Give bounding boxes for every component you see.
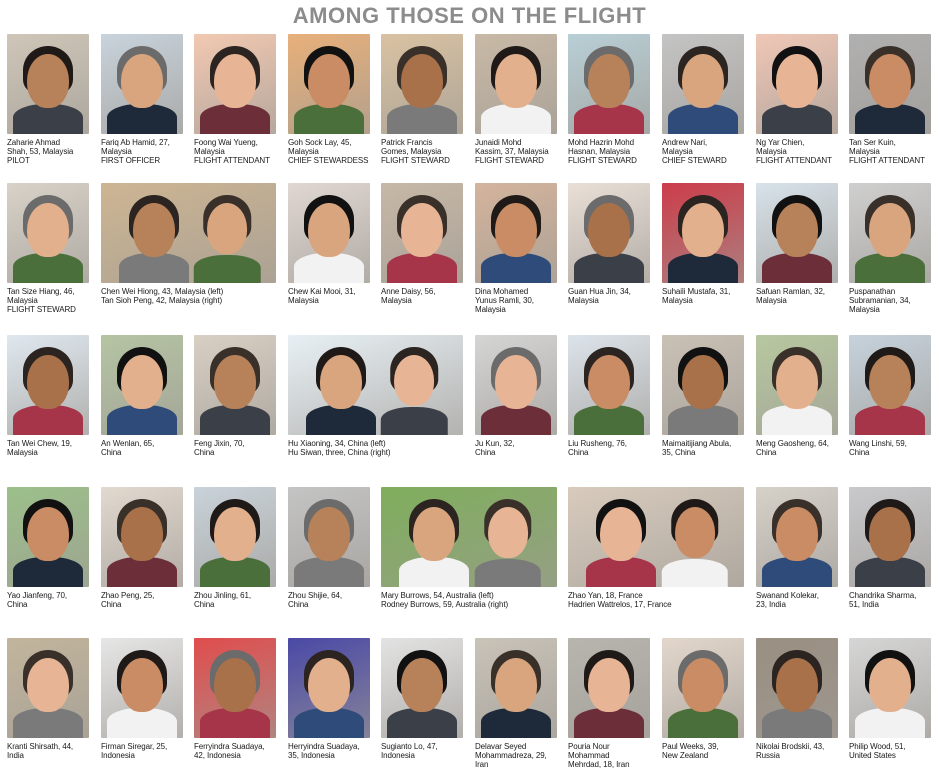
passenger-card	[194, 487, 276, 609]
shoulders-shape	[474, 559, 541, 588]
passenger-photo	[849, 335, 931, 435]
passenger-caption: Anne Daisy, 56, Malaysia	[381, 287, 436, 305]
shoulders-shape	[13, 708, 83, 738]
passenger-photo	[568, 335, 650, 435]
passenger-photo	[568, 487, 744, 587]
passenger-photo	[101, 183, 276, 283]
shoulders-shape	[306, 405, 376, 435]
passenger-photo	[7, 34, 89, 134]
passenger-card	[288, 34, 370, 165]
face-shape	[27, 355, 69, 409]
face-shape	[27, 54, 69, 108]
shoulders-shape	[855, 708, 925, 738]
passenger-caption: Kranti Shirsath, 44, India	[7, 742, 74, 760]
shoulders-shape	[107, 708, 177, 738]
passenger-photo	[756, 335, 838, 435]
passenger-caption: Liu Rusheng, 76, China	[568, 439, 627, 457]
face-shape	[320, 355, 362, 409]
passenger-photo	[381, 183, 463, 283]
shoulders-shape	[481, 708, 551, 738]
face-shape	[682, 54, 724, 108]
passenger-card	[662, 34, 744, 165]
shoulders-shape	[13, 405, 83, 435]
shoulders-shape	[194, 255, 261, 284]
passenger-caption: Patrick Francis Gomes, Malaysia FLIGHT STEWARD	[381, 138, 450, 165]
face-shape	[682, 355, 724, 409]
passenger-caption: Mary Burrows, 54, Australia (left) Rodney Burrows, 59, Australia (right)	[381, 591, 509, 609]
passenger-photo	[7, 335, 89, 435]
face-shape	[776, 203, 818, 257]
shoulders-shape	[481, 253, 551, 283]
passenger-photo	[849, 34, 931, 134]
passenger-caption: Junaidi Mohd Kassim, 37, Malaysia FLIGHT STEWARD	[475, 138, 549, 165]
shoulders-shape	[200, 104, 270, 134]
shoulders-shape	[387, 708, 457, 738]
passenger-caption: Ju Kun, 32, China	[475, 439, 515, 457]
face-shape	[401, 203, 443, 257]
face-shape	[401, 54, 443, 108]
passenger-card	[568, 183, 650, 305]
passenger-photo	[381, 34, 463, 134]
face-shape	[776, 54, 818, 108]
passenger-card	[194, 34, 276, 165]
passenger-card	[381, 638, 463, 760]
shoulders-shape	[294, 708, 364, 738]
passenger-photo	[288, 183, 370, 283]
passenger-photo	[381, 487, 557, 587]
passenger-caption: Meng Gaosheng, 64, China	[756, 439, 829, 457]
shoulders-shape	[13, 557, 83, 587]
passenger-photo	[662, 34, 744, 134]
passenger-photo	[101, 34, 183, 134]
shoulders-shape	[574, 405, 644, 435]
passenger-photo	[568, 183, 650, 283]
passenger-photo	[756, 34, 838, 134]
passenger-photo	[288, 335, 463, 435]
passenger-caption: Nikolai Brodskii, 43, Russia	[756, 742, 825, 760]
passenger-card	[475, 335, 557, 457]
shoulders-shape	[387, 253, 457, 283]
passenger-photo	[662, 638, 744, 738]
passenger-caption: Guan Hua Jin, 34, Malaysia	[568, 287, 631, 305]
passenger-caption: Chandrika Sharma, 51, India	[849, 591, 917, 609]
face-shape	[121, 54, 163, 108]
passenger-caption: Wang Linshi, 59, China	[849, 439, 907, 457]
face-shape	[682, 203, 724, 257]
face-shape	[401, 658, 443, 712]
shoulders-shape	[294, 557, 364, 587]
face-shape	[308, 203, 350, 257]
passenger-card	[849, 183, 931, 314]
passenger-card	[7, 183, 89, 314]
shoulders-shape	[586, 557, 656, 587]
passenger-photo	[849, 638, 931, 738]
passenger-card	[194, 335, 276, 457]
face-shape	[121, 658, 163, 712]
shoulders-shape	[855, 253, 925, 283]
passenger-photo	[849, 487, 931, 587]
passenger-card	[568, 487, 744, 609]
shoulders-shape	[574, 708, 644, 738]
passenger-card	[568, 34, 650, 165]
passenger-caption: Philip Wood, 51, United States	[849, 742, 906, 760]
passenger-caption: Feng Jixin, 70, China	[194, 439, 245, 457]
shoulders-shape	[762, 253, 832, 283]
passenger-photo	[101, 638, 183, 738]
passenger-photo	[756, 487, 838, 587]
passenger-card	[194, 638, 276, 760]
passenger-caption: Safuan Ramlan, 32, Malaysia	[756, 287, 825, 305]
shoulders-shape	[13, 253, 83, 283]
passenger-caption: Zhao Peng, 25, China	[101, 591, 155, 609]
shoulders-shape	[668, 104, 738, 134]
passenger-card	[756, 638, 838, 760]
passenger-photo	[288, 34, 370, 134]
passenger-caption: Yao Jianfeng, 70, China	[7, 591, 67, 609]
passenger-card	[756, 487, 838, 609]
face-shape	[495, 54, 537, 108]
shoulders-shape	[574, 104, 644, 134]
passenger-card	[381, 487, 557, 609]
passenger-photo	[7, 487, 89, 587]
face-shape	[588, 203, 630, 257]
passenger-caption: Foong Wai Yueng, Malaysia FLIGHT ATTENDANT	[194, 138, 270, 165]
passenger-photo	[101, 487, 183, 587]
face-shape	[776, 507, 818, 561]
passenger-caption: Zhou Jinling, 61, China	[194, 591, 252, 609]
passenger-caption: Chew Kai Mooi, 31, Malaysia	[288, 287, 356, 305]
shoulders-shape	[107, 405, 177, 435]
passenger-photo	[7, 183, 89, 283]
passenger-caption: Maimaitijiang Abula, 35, China	[662, 439, 732, 457]
passenger-caption: Ferryindra Suadaya, 42, Indonesia	[194, 742, 265, 760]
face-shape	[600, 507, 642, 561]
face-shape	[214, 54, 256, 108]
passenger-caption: Paul Weeks, 39, New Zealand	[662, 742, 719, 760]
shoulders-shape	[107, 557, 177, 587]
shoulders-shape	[481, 104, 551, 134]
shoulders-shape	[387, 104, 457, 134]
shoulders-shape	[574, 253, 644, 283]
passenger-caption: Goh Sock Lay, 45, Malaysia CHIEF STEWARDESS	[288, 138, 369, 165]
face-shape	[588, 54, 630, 108]
passenger-photo	[568, 34, 650, 134]
passenger-photo	[475, 183, 557, 283]
passenger-card	[7, 638, 89, 760]
passenger-card	[756, 183, 838, 305]
passenger-card	[849, 335, 931, 457]
passenger-caption: Zhao Yan, 18, France Hadrien Wattrelos, 17, France	[568, 591, 672, 609]
passenger-caption: Fariq Ab Hamid, 27, Malaysia FIRST OFFICER	[101, 138, 170, 165]
face-shape	[394, 355, 434, 406]
shoulders-shape	[668, 253, 738, 283]
face-shape	[133, 203, 175, 257]
face-shape	[207, 203, 247, 254]
passenger-photo	[475, 335, 557, 435]
passenger-card	[288, 183, 370, 305]
shoulders-shape	[200, 708, 270, 738]
passenger-photo	[194, 34, 276, 134]
passenger-caption: Tan Wei Chew, 19, Malaysia	[7, 439, 72, 457]
passenger-card	[475, 34, 557, 165]
face-shape	[27, 203, 69, 257]
passenger-photo	[756, 638, 838, 738]
passenger-card	[662, 638, 744, 760]
passenger-card	[101, 34, 183, 165]
passenger-caption: Chen Wei Hiong, 43, Malaysia (left) Tan Sioh Peng, 42, Malaysia (right)	[101, 287, 224, 305]
passenger-card	[381, 34, 463, 165]
shoulders-shape	[668, 708, 738, 738]
passenger-caption: Zhou Shijie, 64, China	[288, 591, 342, 609]
shoulders-shape	[119, 253, 189, 283]
shoulders-shape	[399, 557, 469, 587]
passenger-photo	[288, 487, 370, 587]
passenger-caption: Zaharie Ahmad Shah, 53, Malaysia PILOT	[7, 138, 74, 165]
face-shape	[495, 355, 537, 409]
passenger-card	[101, 335, 183, 457]
shoulders-shape	[381, 407, 448, 436]
face-shape	[682, 658, 724, 712]
face-shape	[413, 507, 455, 561]
passenger-photo	[194, 335, 276, 435]
passenger-card	[101, 487, 183, 609]
shoulders-shape	[855, 104, 925, 134]
face-shape	[675, 507, 715, 558]
face-shape	[495, 203, 537, 257]
passenger-caption: Puspanathan Subramanian, 34, Malaysia	[849, 287, 911, 314]
passenger-caption: Firman Siregar, 25, Indonesia	[101, 742, 168, 760]
passenger-card	[475, 638, 557, 769]
shoulders-shape	[661, 559, 728, 588]
shoulders-shape	[762, 708, 832, 738]
shoulders-shape	[481, 405, 551, 435]
passenger-caption: Hu Xiaoning, 34, China (left) Hu Siwan, three, China (right)	[288, 439, 391, 457]
face-shape	[214, 658, 256, 712]
face-shape	[121, 507, 163, 561]
face-shape	[214, 507, 256, 561]
passenger-caption: Herryindra Suadaya, 35, Indonesia	[288, 742, 360, 760]
passenger-card	[7, 487, 89, 609]
shoulders-shape	[200, 557, 270, 587]
passenger-photo	[381, 638, 463, 738]
passenger-photo	[194, 638, 276, 738]
passenger-card	[7, 335, 89, 457]
passenger-caption: Swanand Kolekar, 23, India	[756, 591, 819, 609]
passenger-photo	[849, 183, 931, 283]
passenger-caption: An Wenlan, 65, China	[101, 439, 155, 457]
passenger-photo	[756, 183, 838, 283]
passenger-card	[288, 638, 370, 760]
passenger-card	[7, 34, 89, 165]
face-shape	[488, 507, 528, 558]
passenger-photo	[568, 638, 650, 738]
shoulders-shape	[762, 405, 832, 435]
passenger-caption: Mohd Hazrin Mohd Hasnan, Malaysia FLIGHT STEWARD	[568, 138, 637, 165]
face-shape	[869, 507, 911, 561]
passenger-card	[756, 335, 838, 457]
shoulders-shape	[107, 104, 177, 134]
face-shape	[121, 355, 163, 409]
passenger-card	[849, 34, 931, 165]
passenger-card	[662, 183, 744, 305]
shoulders-shape	[668, 405, 738, 435]
face-shape	[588, 355, 630, 409]
passenger-caption: Ng Yar Chien, Malaysia FLIGHT ATTENDANT	[756, 138, 832, 165]
passenger-caption: Suhaili Mustafa, 31, Malaysia	[662, 287, 731, 305]
passenger-caption: Tan Ser Kuin, Malaysia FLIGHT ATTENDANT	[849, 138, 925, 165]
passenger-photo	[101, 335, 183, 435]
passenger-photo	[194, 487, 276, 587]
passenger-photo	[475, 638, 557, 738]
face-shape	[776, 355, 818, 409]
passenger-photo	[662, 183, 744, 283]
shoulders-shape	[762, 104, 832, 134]
face-shape	[869, 658, 911, 712]
face-shape	[27, 658, 69, 712]
passenger-caption: Pouria Nour Mohammad Mehrdad, 18, Iran	[568, 742, 630, 769]
passenger-card	[662, 335, 744, 457]
shoulders-shape	[294, 253, 364, 283]
face-shape	[27, 507, 69, 561]
face-shape	[588, 658, 630, 712]
passenger-photo	[288, 638, 370, 738]
passenger-card	[756, 34, 838, 165]
passenger-caption: Tan Size Hiang, 46, Malaysia FLIGHT STEWARD	[7, 287, 76, 314]
passenger-caption: Delavar Seyed Mohammadreza, 29, Iran	[475, 742, 547, 769]
passenger-card	[381, 183, 463, 305]
face-shape	[869, 355, 911, 409]
shoulders-shape	[13, 104, 83, 134]
passenger-photo	[475, 34, 557, 134]
shoulders-shape	[294, 104, 364, 134]
shoulders-shape	[855, 557, 925, 587]
face-shape	[308, 658, 350, 712]
shoulders-shape	[855, 405, 925, 435]
passenger-card	[849, 487, 931, 609]
passenger-caption: Dina Mohamed Yunus Ramli, 30, Malaysia	[475, 287, 534, 314]
passenger-card	[101, 183, 276, 305]
face-shape	[214, 355, 256, 409]
passenger-card	[568, 335, 650, 457]
face-shape	[308, 507, 350, 561]
face-shape	[869, 203, 911, 257]
passenger-caption: Sugianto Lo, 47, Indonesia	[381, 742, 438, 760]
face-shape	[869, 54, 911, 108]
passenger-card	[101, 638, 183, 760]
passenger-card	[849, 638, 931, 760]
shoulders-shape	[762, 557, 832, 587]
face-shape	[308, 54, 350, 108]
face-shape	[495, 658, 537, 712]
passenger-card	[568, 638, 650, 769]
passenger-caption: Andrew Nari, Malaysia CHIEF STEWARD	[662, 138, 727, 165]
passenger-card	[475, 183, 557, 314]
passenger-card	[288, 487, 370, 609]
passenger-photo	[662, 335, 744, 435]
headline: AMONG THOSE ON THE FLIGHT	[292, 3, 647, 28]
passenger-photo	[7, 638, 89, 738]
passenger-card	[288, 335, 463, 457]
face-shape	[776, 658, 818, 712]
shoulders-shape	[200, 405, 270, 435]
